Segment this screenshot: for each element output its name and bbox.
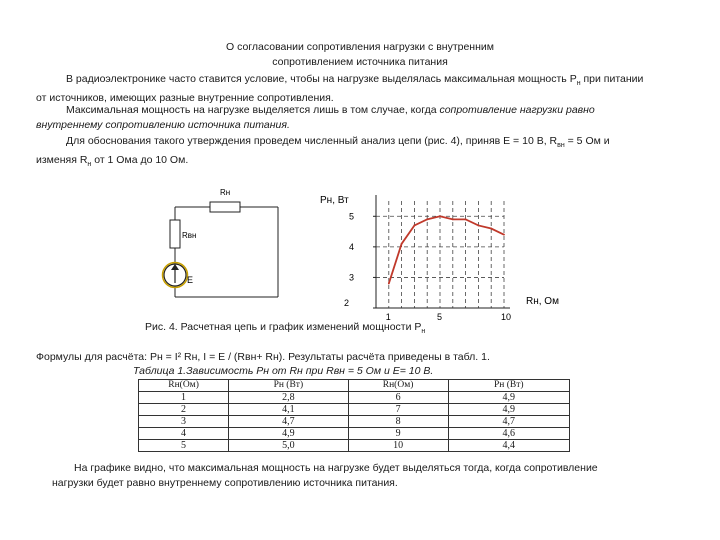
paragraph-1-line-2: от источников, имеющих разные внутренние сопротивления. bbox=[36, 92, 334, 105]
table-cell: 8 bbox=[348, 416, 448, 428]
table-cell: 4,9 bbox=[448, 392, 569, 404]
table-cell: 3 bbox=[139, 416, 229, 428]
circuit-diagram bbox=[150, 180, 290, 305]
paragraph-3 bbox=[36, 134, 686, 172]
table-cell: 5,0 bbox=[229, 440, 348, 452]
paragraph-2 bbox=[36, 103, 686, 133]
table-row bbox=[139, 428, 570, 440]
data-point bbox=[478, 225, 480, 227]
table-row bbox=[139, 392, 570, 404]
figure-caption-sub: н bbox=[421, 328, 426, 336]
data-point bbox=[388, 283, 390, 285]
table-row bbox=[139, 416, 570, 428]
table-cell: 7 bbox=[348, 404, 448, 416]
label-rn: Rн bbox=[220, 188, 231, 197]
x-tick-label: 5 bbox=[437, 312, 443, 322]
table-cell: 4 bbox=[139, 428, 229, 440]
data-point bbox=[503, 234, 505, 236]
table-cell: 4,6 bbox=[448, 428, 569, 440]
paragraph-2-line-1 bbox=[36, 103, 686, 118]
resistor-internal bbox=[170, 220, 180, 248]
table-cell: 1 bbox=[139, 392, 229, 404]
x-tick-label: 10 bbox=[501, 312, 512, 322]
table-cell: 10 bbox=[348, 440, 448, 452]
data-point bbox=[439, 215, 441, 217]
figure-caption bbox=[145, 321, 425, 335]
power-chart bbox=[300, 178, 580, 328]
table-header-rn-1: Rн(Ом) bbox=[139, 380, 229, 392]
y-tick-label: 4 bbox=[349, 241, 355, 252]
p1-text-a: В радиоэлектронике часто ставится условие, чтобы на нагрузке выделялась максимальная мощность Р bbox=[66, 73, 577, 85]
data-point bbox=[414, 225, 416, 227]
data-point bbox=[465, 218, 467, 220]
table-cell: 2,8 bbox=[229, 392, 348, 404]
p3-text-b: изменяя R bbox=[36, 154, 88, 167]
y-tick-label: 3 bbox=[349, 272, 355, 283]
table-cell: 4,9 bbox=[448, 404, 569, 416]
p3-sub-a: вн bbox=[557, 142, 565, 150]
paragraph-1-line-1 bbox=[36, 72, 686, 91]
x-axis-label: Rн, Ом bbox=[526, 296, 559, 307]
table-header-row bbox=[139, 380, 570, 392]
p2-italic-a: сопротивление нагрузки равно bbox=[439, 104, 595, 116]
page-title bbox=[0, 40, 720, 70]
data-point bbox=[452, 218, 454, 220]
conclusion bbox=[52, 461, 702, 491]
table-cell: 4,4 bbox=[448, 440, 569, 452]
resistor-load bbox=[210, 202, 240, 212]
p1-sub: н bbox=[576, 80, 581, 88]
y-axis-label: Pн, Вт bbox=[320, 195, 349, 206]
table-header-pn-2: Pн (Вт) bbox=[448, 380, 569, 392]
table-cell: 9 bbox=[348, 428, 448, 440]
p3-sub-b: н bbox=[87, 161, 92, 169]
x-tick-label: 1 bbox=[385, 312, 391, 322]
table-caption: Таблица 1.Зависимость Рн от Rн при Rвн = 5 Ом и E= 10 В. bbox=[133, 365, 434, 377]
paragraph-3-line-2 bbox=[36, 153, 686, 172]
p3-text-end: = 5 Ом и bbox=[564, 135, 610, 147]
paragraph-1 bbox=[36, 72, 686, 106]
p3-text-c: от 1 Ома до 10 Ом. bbox=[91, 154, 189, 167]
label-e: E bbox=[187, 275, 194, 285]
table-row bbox=[139, 404, 570, 416]
table-cell: 6 bbox=[348, 392, 448, 404]
p2-text-a: Максимальная мощность на нагрузке выделяется лишь в том случае, когда bbox=[66, 104, 440, 116]
conclusion-line-2: нагрузки будет равно внутреннему сопротивлению источника питания. bbox=[52, 477, 398, 489]
table-cell: 5 bbox=[139, 440, 229, 452]
conclusion-line-1: На графике видно, что максимальная мощность на нагрузке будет выделяться тогда, когда сопротивление bbox=[74, 462, 598, 474]
paragraph-3-line-1 bbox=[36, 134, 686, 153]
results-table bbox=[138, 379, 570, 452]
title-line-1: О согласовании сопротивления нагрузки с внутренним bbox=[226, 41, 494, 53]
table-cell: 4,9 bbox=[229, 428, 348, 440]
power-series-line bbox=[389, 216, 504, 283]
label-rvn: Rвн bbox=[182, 231, 197, 240]
y-tick-label: 5 bbox=[349, 211, 355, 222]
data-point bbox=[401, 243, 403, 245]
y-tick-label: 2 bbox=[344, 298, 350, 308]
data-point bbox=[426, 218, 428, 220]
table-cell: 4,7 bbox=[448, 416, 569, 428]
data-point bbox=[490, 228, 492, 230]
table-cell: 2 bbox=[139, 404, 229, 416]
paragraph-2-line-2: внутреннему сопротивлению источника питания. bbox=[36, 119, 290, 131]
p3-text-a: Для обоснования такого утверждения проведем численный анализ цепи (рис. 4), приняв Е = 10 В, R bbox=[66, 135, 558, 147]
formulas-line: Формулы для расчёта: Рн = I² Rн, I = E / (Rвн+ Rн). Результаты расчёта приведены в табл. 1. bbox=[36, 351, 490, 363]
table-cell: 4,1 bbox=[229, 404, 348, 416]
p1-text-b: при питании bbox=[580, 73, 644, 85]
table-row bbox=[139, 440, 570, 452]
table-cell: 4,7 bbox=[229, 416, 348, 428]
figure-caption-text: Рис. 4. Расчетная цепь и график изменений мощности Р bbox=[145, 321, 422, 333]
title-line-2: сопротивлением источника питания bbox=[272, 56, 448, 68]
table-header-pn-1: Pн (Вт) bbox=[229, 380, 348, 392]
table-header-rn-2: Rн(Ом) bbox=[348, 380, 448, 392]
